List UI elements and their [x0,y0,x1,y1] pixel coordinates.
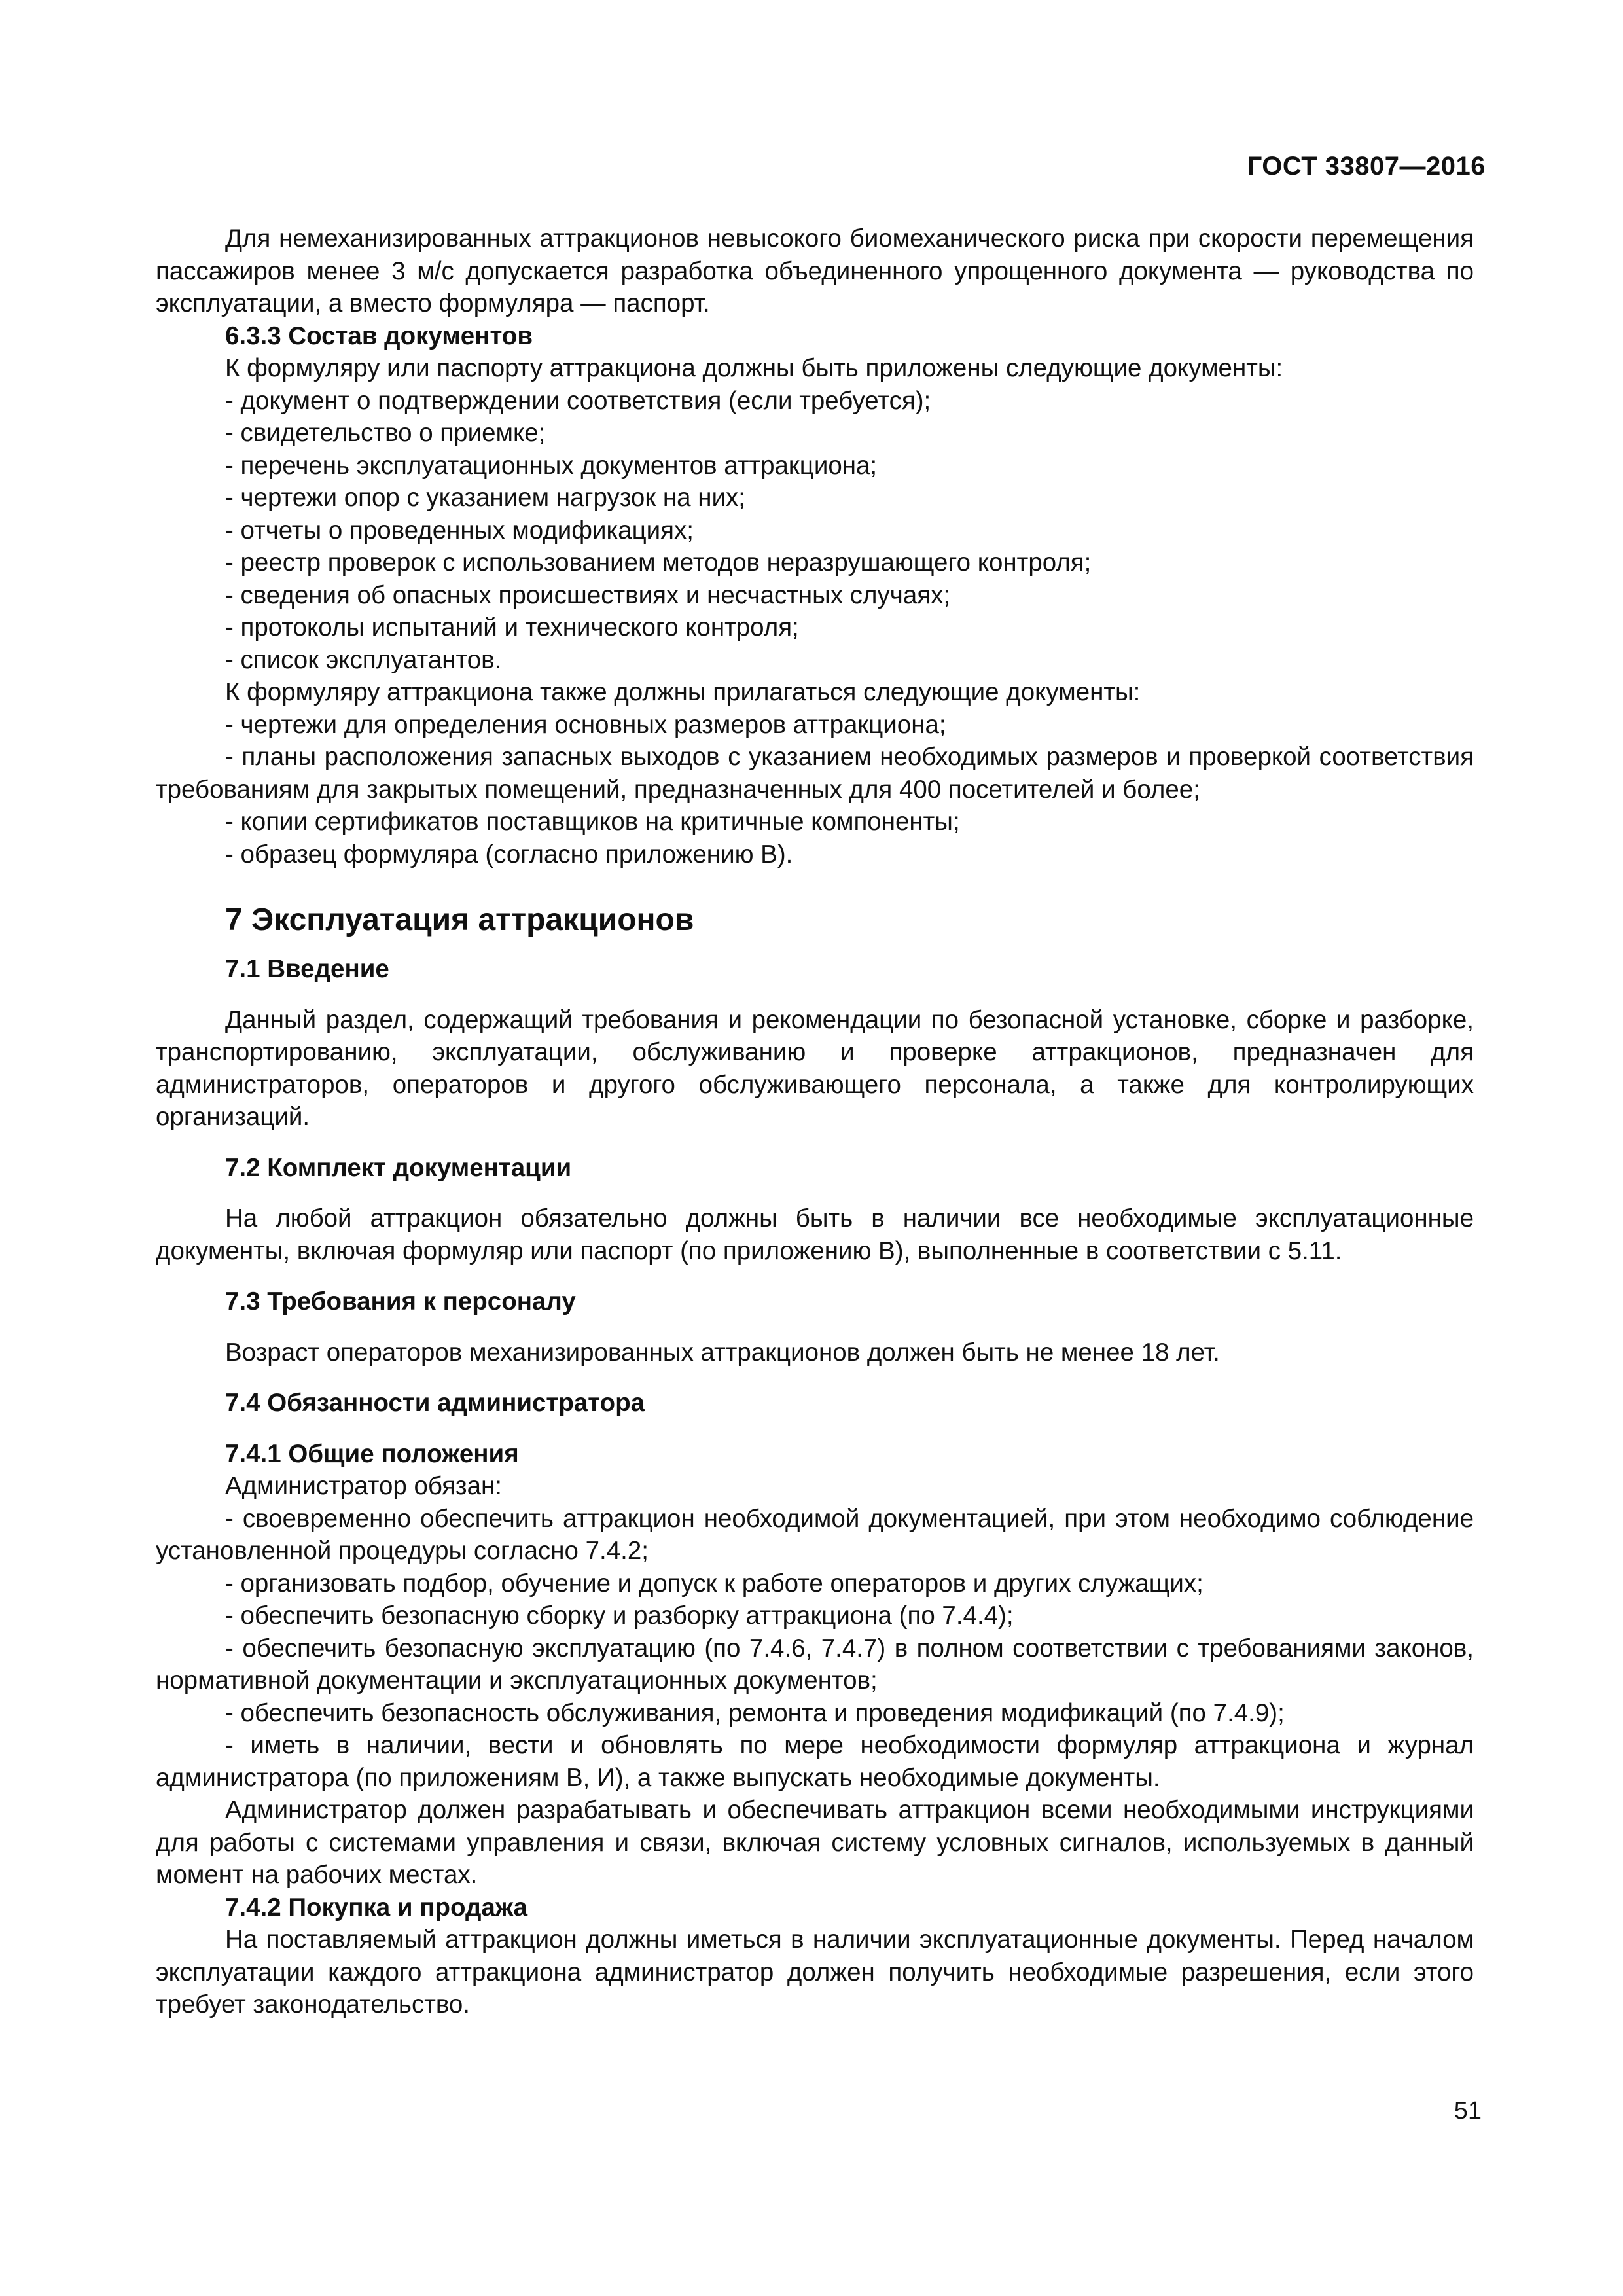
list-item: - обеспечить безопасность обслуживания, ремонта и проведения модификаций (по 7.4.9); [225,1698,1285,1727]
subsection-heading: 6.3.3 Состав документов [225,321,533,350]
list-item: - копии сертификатов поставщиков на критичные компоненты; [225,808,960,836]
section-heading: 7 Эксплуатация аттракционов [225,903,694,937]
list-item: - документ о подтверждении соответствия (если требуется); [225,386,931,415]
list-item: - обеспечить безопасную сборку и разборку аттракциона (по 7.4.4); [225,1602,1014,1630]
subsection-heading: 7.4.1 Общие положения [225,1439,519,1468]
list-item: - чертежи опор с указанием нагрузок на них; [225,484,745,512]
list-item: - свидетельство о приемке; [225,419,546,447]
list-item: - реестр проверок с использованием методов неразрушающего контроля; [225,548,1092,577]
paragraph: На любой аттракцион обязательно должны быть в наличии все необходимые эксплуатационные документы, включая формуляр или паспорт (по приложению В), выполненные в соответствии с 5.11. [156,1204,1474,1265]
paragraph: Для немеханизированных аттракционов невысокого биомеханического риска при скорости перемещения пассажиров менее 3 м/с допускается разработка объединенного упрощенного документа — руководства по эксплуатации, а вместо формуляра — паспорт. [156,224,1474,317]
paragraph: Администратор должен разрабатывать и обеспечивать аттракцион всеми необходимыми инструкциями для работы с системами управления и связи, включая систему условных сигналов, используемых в данный момент на рабочих местах. [156,1796,1474,1889]
paragraph: К формуляру аттракциона также должны прилагаться следующие документы: [225,678,1141,706]
page-number: 51 [1454,2097,1482,2125]
list-item: - отчеты о проведенных модификациях; [225,516,694,545]
subsection-heading: 7.4.2 Покупка и продажа [225,1893,527,1922]
list-item: - сведения об опасных происшествиях и несчастных случаях; [225,581,951,609]
standard-designation: ГОСТ 33807—2016 [1247,152,1486,181]
paragraph: Возраст операторов механизированных аттракционов должен быть не менее 18 лет. [225,1338,1220,1367]
subsection-heading: 7.3 Требования к персоналу [225,1287,576,1316]
paragraph: На поставляемый аттракцион должны иметься в наличии эксплуатационные документы. Перед началом эксплуатации каждого аттракциона администратор должен получить необходимые разрешения, если этого требует законодательство. [156,1926,1474,2018]
list-item: - список эксплуатантов. [225,645,502,674]
list-item: - планы расположения запасных выходов с указанием необходимых размеров и проверкой соответствия требованиям для закрытых помещений, предназначенных для 400 посетителей и более; [156,743,1474,804]
list-item: - иметь в наличии, вести и обновлять по мере необходимости формуляр аттракциона и журнал администратора (по приложениям В, И), а также выпускать необходимые документы. [156,1731,1474,1792]
list-item: - протоколы испытаний и технического контроля; [225,613,799,641]
list-item: - организовать подбор, обучение и допуск к работе операторов и других служащих; [225,1569,1204,1598]
list-item: - чертежи для определения основных размеров аттракциона; [225,710,946,739]
list-item: - перечень эксплуатационных документов аттракциона; [225,451,878,480]
subsection-heading: 7.4 Обязанности администратора [225,1389,645,1417]
paragraph: Администратор обязан: [225,1472,502,1500]
subsection-heading: 7.2 Комплект документации [225,1153,572,1182]
subsection-heading: 7.1 Введение [225,955,389,983]
list-item: - своевременно обеспечить аттракцион необходимой документацией, при этом необходимо соблюдение установленной процедуры согласно 7.4.2; [156,1504,1474,1565]
paragraph: К формуляру или паспорту аттракциона должны быть приложены следующие документы: [225,354,1283,382]
list-item: - образец формуляра (согласно приложению В). [225,840,793,869]
document-body [156,223,1474,2021]
paragraph: Данный раздел, содержащий требования и рекомендации по безопасной установке, сборке и разборке, транспортированию, эксплуатации, обслуживанию и проверке аттракционов, предназначен для администраторов, операторов и другого обслуживающего персонала, а также для контролирующих организаций. [156,1005,1474,1131]
list-item: - обеспечить безопасную эксплуатацию (по 7.4.6, 7.4.7) в полном соответствии с требованиями законов, нормативной документации и эксплуатационных документов; [156,1634,1474,1695]
